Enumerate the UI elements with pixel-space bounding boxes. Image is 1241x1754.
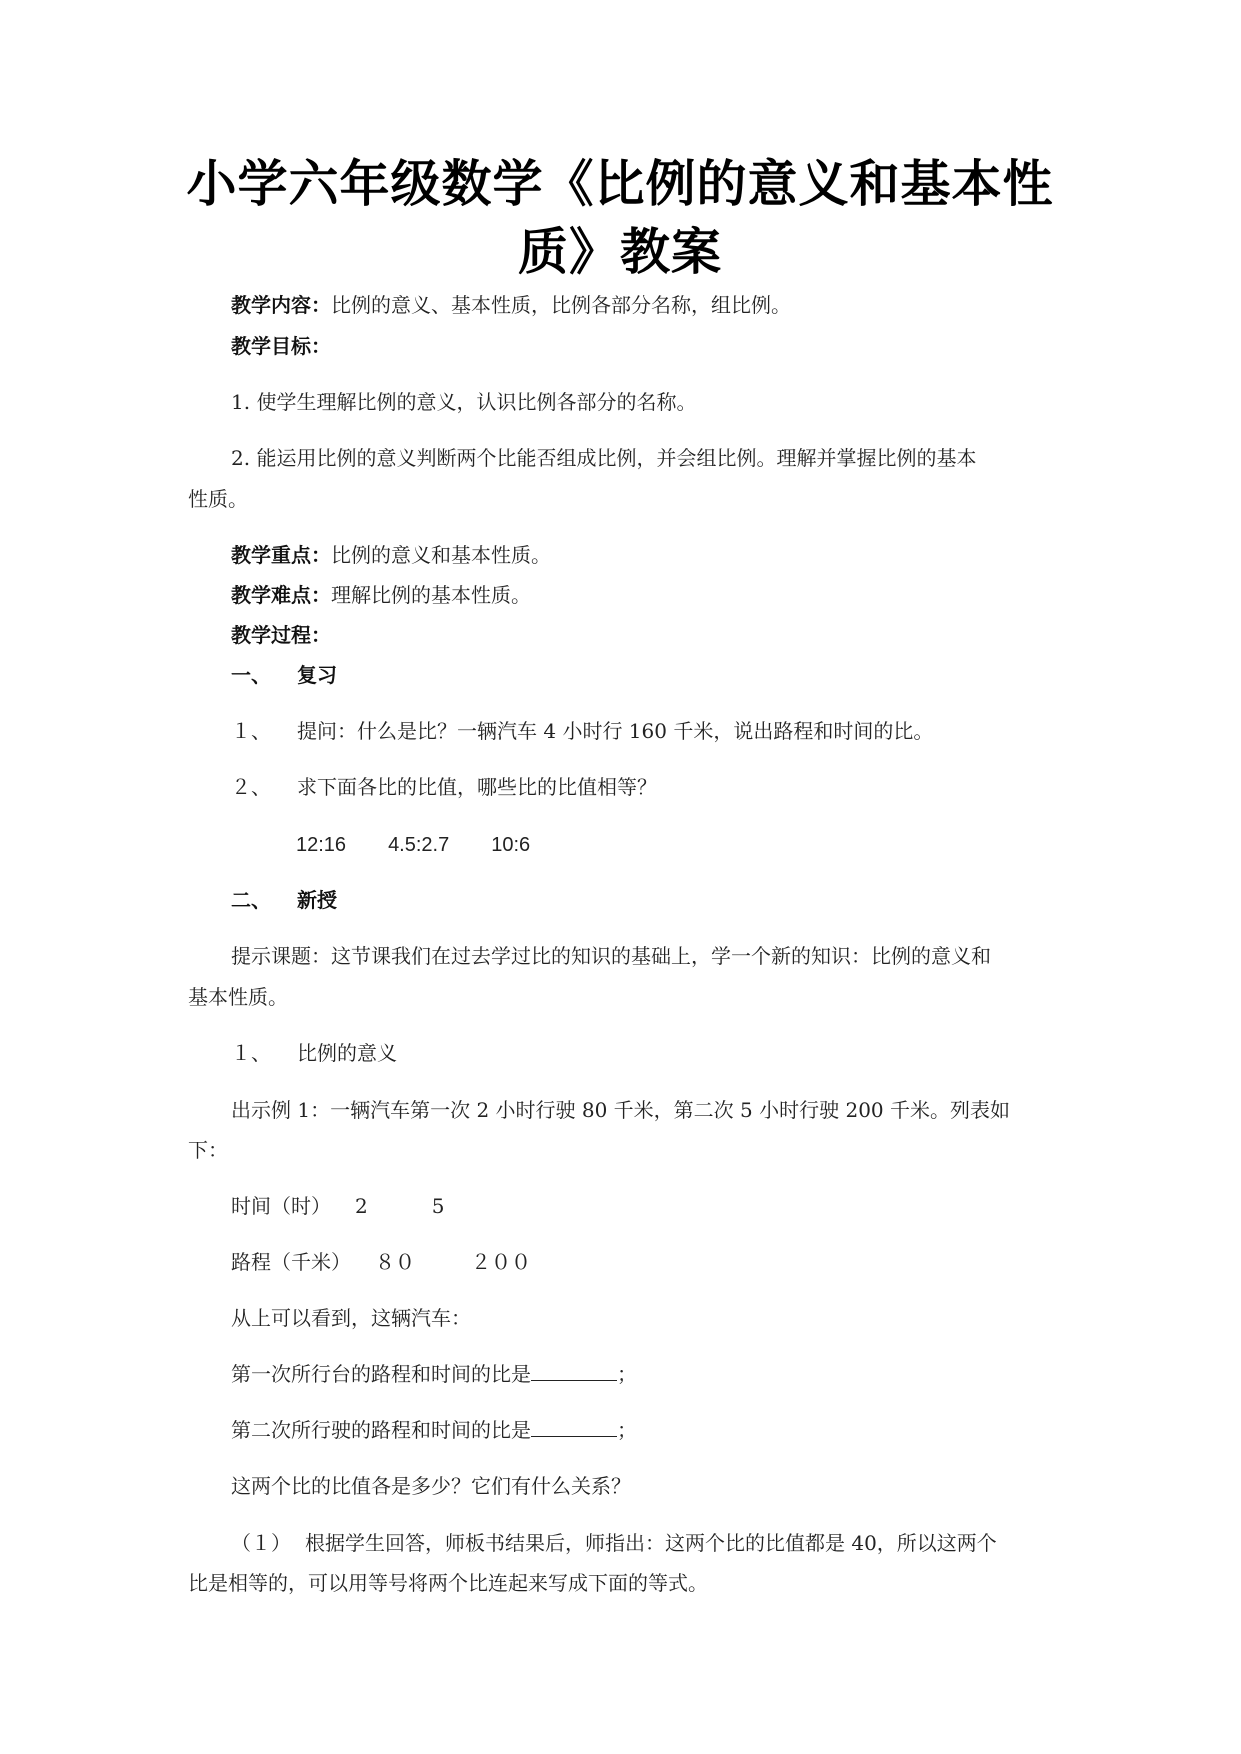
document-title-line-2: 质》教案: [518, 223, 722, 281]
answer-1-text: 根据学生回答，师板书结果后，师指出：这两个比的比值都是 40，所以这两个: [305, 1531, 997, 1555]
distance-row-value-1: ８０: [375, 1250, 415, 1274]
difficulty-label: 教学难点：: [231, 583, 331, 607]
topic-intro-line-2: 基本性质。: [188, 985, 288, 1009]
section-1-title: 复习: [297, 663, 337, 687]
section-1-heading: [231, 661, 337, 689]
time-row-label: 时间（时）: [231, 1194, 331, 1218]
difficulty-text: 理解比例的基本性质。: [331, 583, 531, 607]
example-1-line-1: 出示例 1：一辆汽车第一次 2 小时行驶 80 千米，第二次 5 小时行驶 200 千米。列表如: [231, 1098, 1011, 1122]
ratio-item: 4.5:2.7: [388, 834, 450, 856]
section-1-number: 一、: [231, 663, 271, 687]
second-trip-ratio: [231, 1416, 637, 1444]
review-question-1-text: 提问：什么是比？一辆汽车 4 小时行 160 千米，说出路程和时间的比。: [297, 719, 934, 743]
observation-text: 从上可以看到，这辆汽车：: [231, 1306, 471, 1330]
second-trip-ratio-text: 第二次所行驶的路程和时间的比是: [231, 1418, 531, 1442]
time-row-value-2: 5: [431, 1194, 445, 1218]
subsection-1-heading: [231, 1039, 397, 1067]
subsection-1-title: 比例的意义: [297, 1041, 397, 1065]
time-row-value-1: 2: [355, 1194, 368, 1218]
goal-item-2-line-2: 性质。: [188, 487, 248, 511]
section-2-heading: [231, 886, 337, 914]
goal-item-2-line-1: 2. 能运用比例的意义判断两个比能否组成比例，并会组比例。理解并掌握比例的基本: [231, 446, 977, 470]
answer-1-line-2: 比是相等的，可以用等号将两个比连起来写成下面的等式。: [188, 1571, 708, 1595]
section-2-title: 新授: [297, 888, 337, 912]
ratio-value-question: 这两个比的比值各是多少？它们有什么关系？: [231, 1474, 631, 1498]
goal-item-1: 1. 使学生理解比例的意义，认识比例各部分的名称。: [231, 390, 697, 414]
review-question-1-number: １、: [231, 719, 271, 743]
distance-row: [231, 1248, 531, 1276]
teaching-content-label: 教学内容：: [231, 293, 331, 317]
teaching-key-points: [231, 541, 551, 569]
answer-blank: [531, 1418, 617, 1437]
key-points-text: 比例的意义和基本性质。: [331, 543, 551, 567]
ratio-list: [296, 830, 572, 859]
second-trip-ratio-end: ；: [617, 1418, 637, 1442]
section-2-number: 二、: [231, 888, 271, 912]
review-question-2-number: ２、: [231, 775, 271, 799]
teaching-difficulty: [231, 581, 531, 609]
ratio-item: 12:16: [296, 834, 347, 856]
topic-intro-line-1: 提示课题：这节课我们在过去学过比的知识的基础上，学一个新的知识：比例的意义和: [231, 944, 991, 968]
first-trip-ratio-text: 第一次所行台的路程和时间的比是: [231, 1362, 531, 1386]
teaching-process-label: 教学过程：: [231, 623, 331, 647]
answer-blank: [531, 1362, 617, 1381]
document-title-line-1: 小学六年级数学《比例的意义和基本性: [186, 155, 1054, 213]
first-trip-ratio-end: ；: [617, 1362, 637, 1386]
teaching-content-text: 比例的意义、基本性质，比例各部分名称，组比例。: [331, 293, 791, 317]
ratio-item: 10:6: [491, 834, 531, 856]
review-question-1: [231, 717, 933, 745]
distance-row-value-2: ２００: [471, 1250, 531, 1274]
review-question-2-text: 求下面各比的比值，哪些比的比值相等？: [297, 775, 657, 799]
teaching-goals-label: 教学目标：: [231, 334, 331, 358]
key-points-label: 教学重点：: [231, 543, 331, 567]
subsection-1-number: １、: [231, 1041, 271, 1065]
teaching-content: [231, 291, 791, 319]
distance-row-label: 路程（千米）: [231, 1250, 351, 1274]
answer-1-number: （１）: [231, 1531, 291, 1555]
time-row: [231, 1192, 444, 1220]
review-question-2: [231, 773, 657, 801]
example-1-line-2: 下：: [188, 1138, 228, 1162]
answer-1-line-1: [231, 1529, 997, 1557]
first-trip-ratio: [231, 1360, 637, 1388]
